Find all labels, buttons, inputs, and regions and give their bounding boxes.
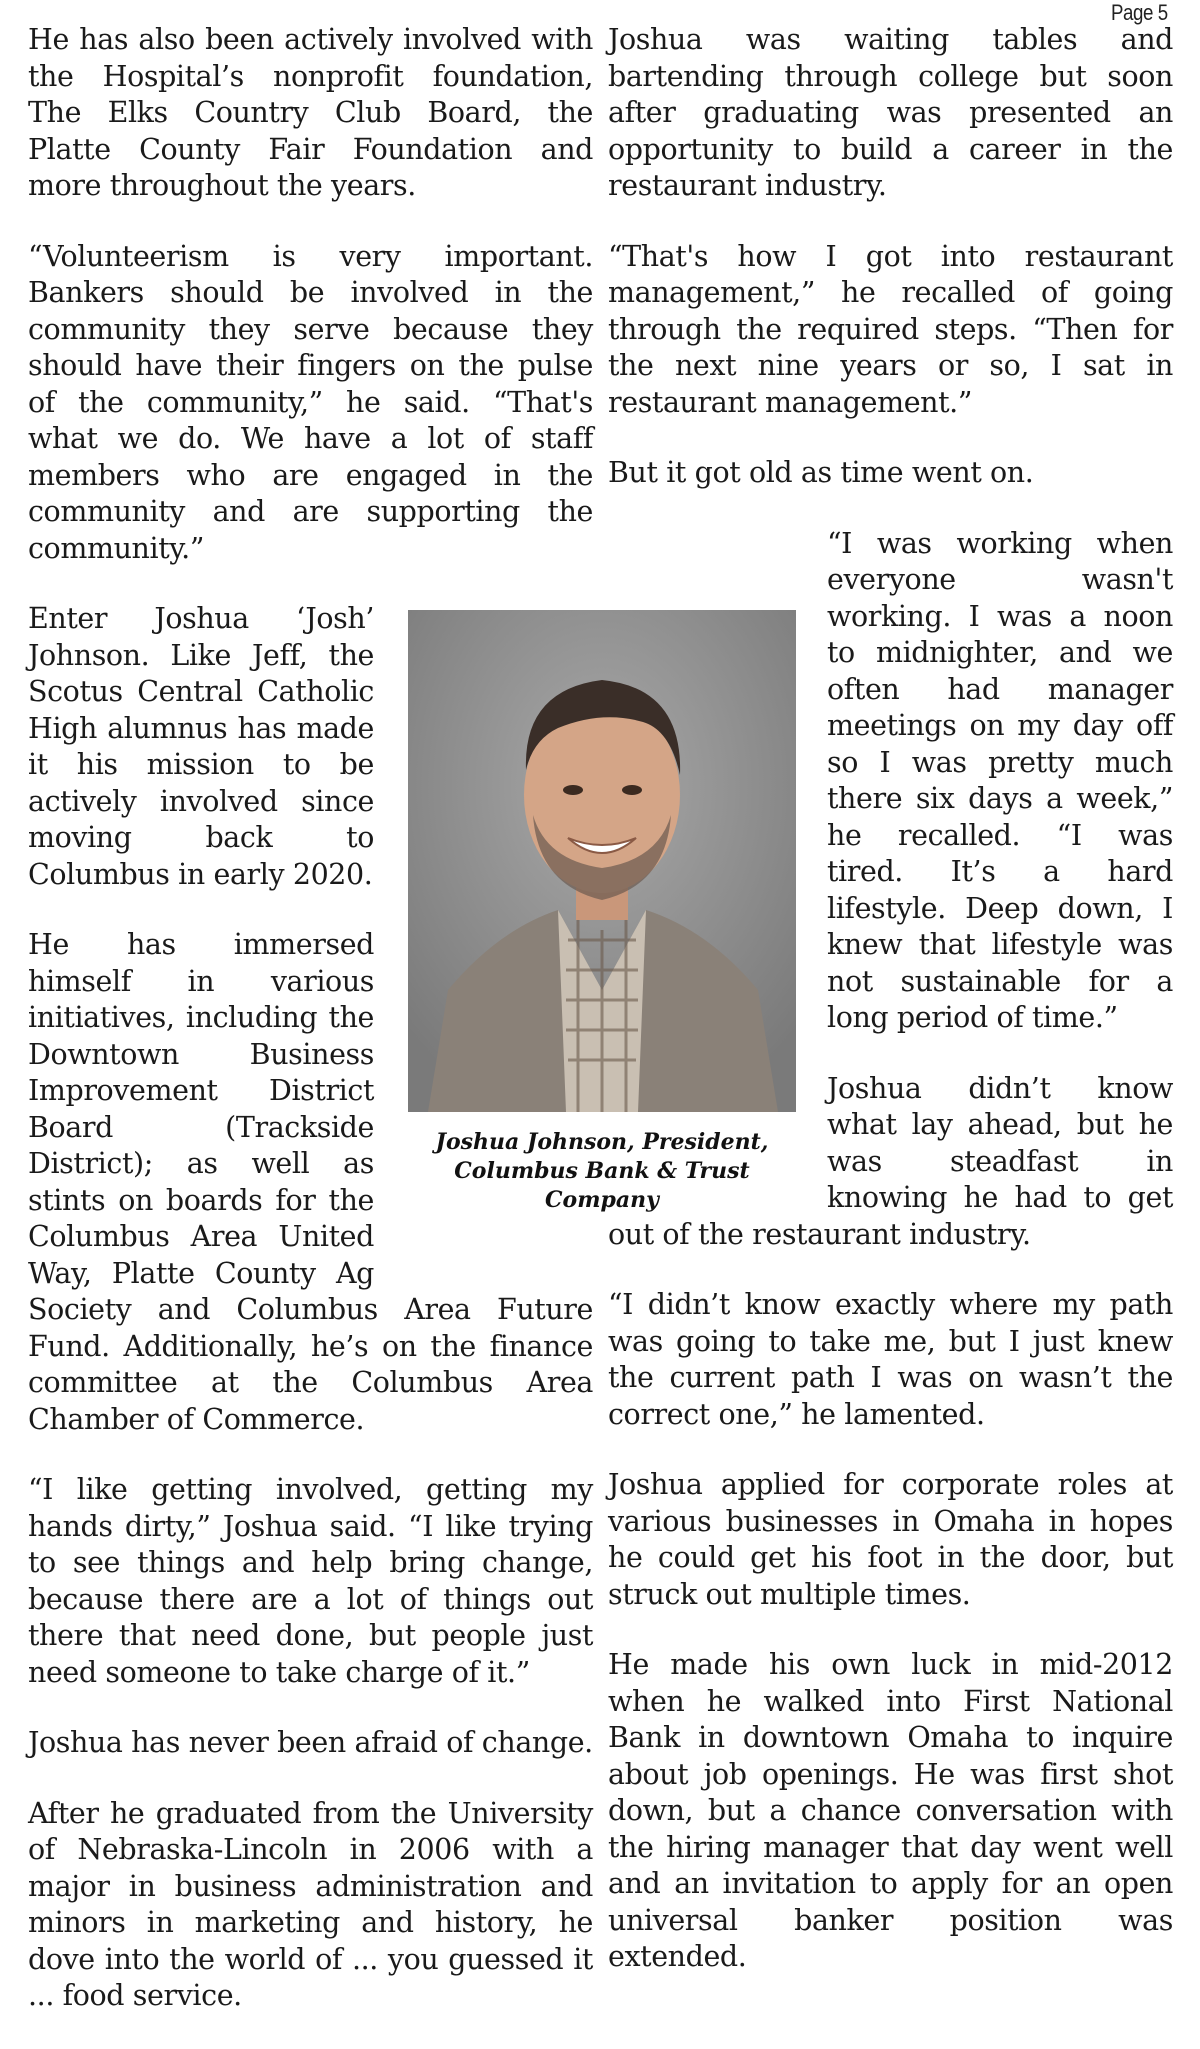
paragraph: Joshua has never been afraid of change. — [28, 1726, 593, 1759]
portrait-photo — [408, 610, 796, 1112]
paragraph: Joshua was waiting tables and bartending through college but soon after graduating was presented an opportunity to build a career in the restaurant industry. — [608, 23, 1173, 202]
paragraph: But it got old as time went on. — [608, 456, 1034, 489]
paragraph: After he graduated from the University of Nebraska-Lincoln in 2006 with a major in business administration and minors in marketing and history, he dove into the world of ... you guessed it ... food service. — [28, 1796, 593, 2012]
page-number: Page 5 — [1111, 0, 1168, 25]
paragraph: “I like getting involved, getting my hands dirty,” Joshua said. “I like trying to see things and help bring change, because there are a lot of things out there that need done, but people just need someone to take charge of it.” — [28, 1473, 593, 1689]
photo-caption: Joshua Johnson, President, Columbus Bank & Trust Company — [435, 1129, 769, 1213]
paragraph: He has immersed himself in various initiatives, including the Downtown Business Improvement District Board (Trackside District); as well as stints on boards for the Columbus Area United Way, Platte County Ag Society and Columbus Area Future Fund. Additionally, he’s on the finance committee at the Columbus Area Chamber of Commerce. — [28, 928, 593, 1436]
paragraph: “Volunteerism is very important. Bankers should be involved in the community they serve because they should have their fingers on the pulse of the community,” he said. “That's what we do. We have a lot of staff members who are engaged in the community and are supporting the community.” — [28, 239, 593, 565]
photo-figure — [408, 610, 796, 1215]
paragraph: Enter Joshua ‘Josh’ Johnson. Like Jeff, the Scotus Central Catholic High alumnus has made it his mission to be actively involved since moving back to Columbus in early 2020. — [28, 602, 374, 891]
paragraph: “I was working when everyone wasn't working. I was a noon to midnighter, and we often had manager meetings on my day off so I was pretty much there six days a week,” he recalled. “I was tired. It’s a hard lifestyle. Deep down, I knew that lifestyle was not sustainable for a long period of time.” — [827, 526, 1173, 1034]
paragraph: Joshua applied for corporate roles at various businesses in Omaha in hopes he could get his foot in the door, but struck out multiple times. — [608, 1468, 1173, 1611]
paragraph: “I didn’t know exactly where my path was going to take me, but I just knew the current path I was on wasn’t the correct one,” he lamented. — [608, 1288, 1173, 1431]
paragraph: He made his own luck in mid-2012 when he walked into First National Bank in downtown Omaha to inquire about job openings. He was first shot down, but a chance conversation with the hiring manager that day went well and an invitation to apply for an open universal banker position was extended. — [608, 1648, 1173, 1973]
paragraph: Joshua didn’t know what lay ahead, but he was steadfast in knowing he had to get out of the restaurant industry. — [608, 1071, 1173, 1251]
paragraph: He has also been actively involved with the Hospital’s nonprofit foundation, The Elks Country Club Board, the Platte County Fair Foundation and more throughout the years. — [28, 23, 593, 202]
paragraph: “That's how I got into restaurant management,” he recalled of going through the required steps. “Then for the next nine years or so, I sat in restaurant management.” — [608, 239, 1173, 419]
